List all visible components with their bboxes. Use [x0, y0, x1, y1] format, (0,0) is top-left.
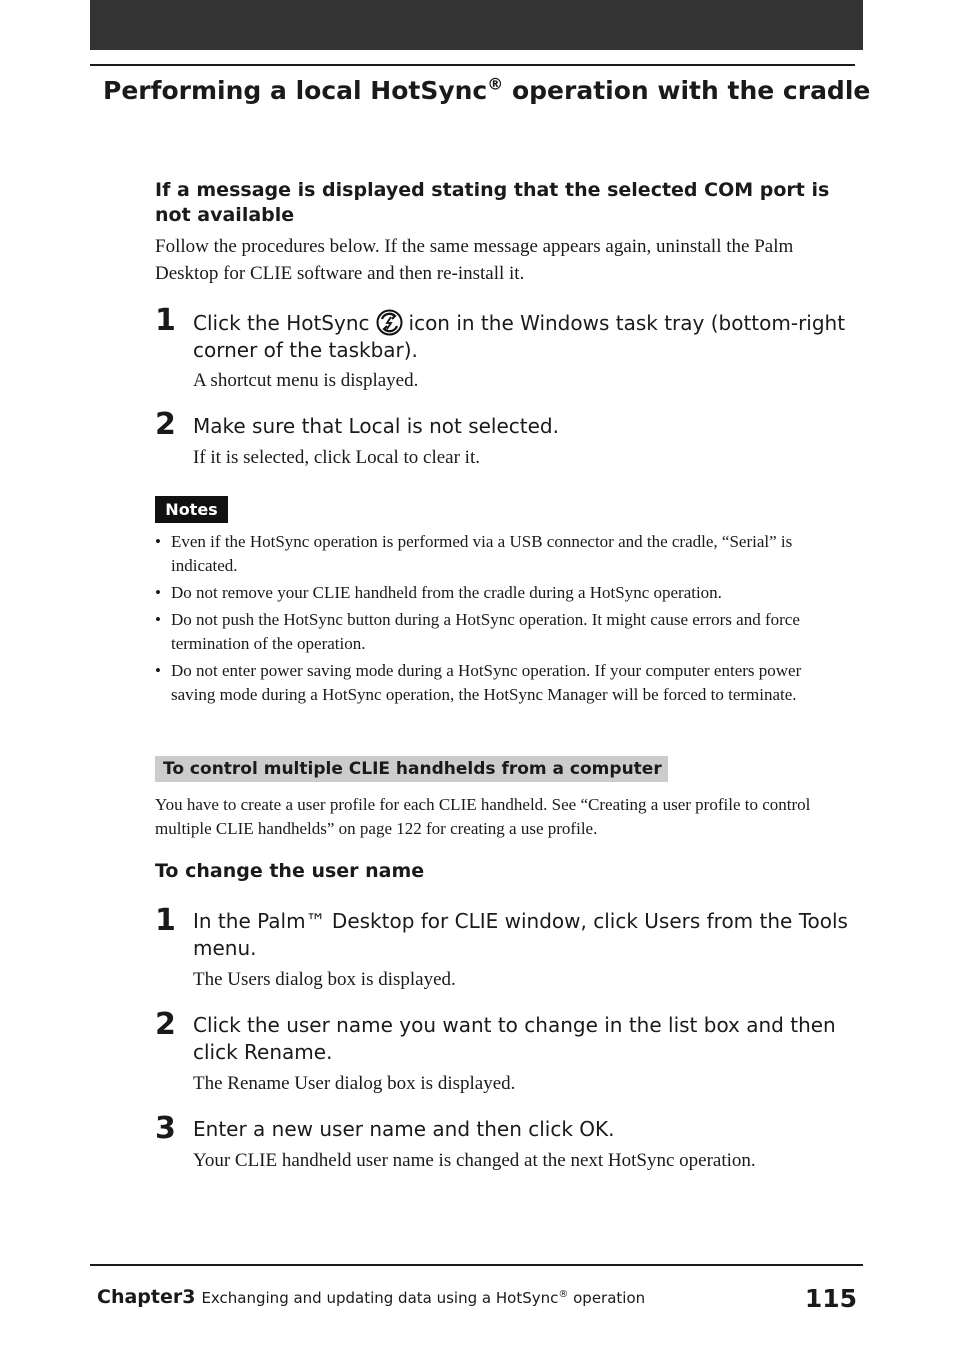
note-item: • Do not enter power saving mode during a HotSync operation. If your computer enters power saving mode during a HotSync operation, the HotSync Manager will be forced to terminate.	[155, 659, 845, 707]
header-bar	[90, 0, 863, 50]
note-item: • Do not remove your CLIE handheld from the cradle during a HotSync operation.	[155, 581, 845, 605]
multiple-text: You have to create a user profile for each CLIE handheld. See “Creating a user profile to control multiple CLIE handhelds” on page 122 for creating a use profile.	[155, 795, 811, 838]
step-number: 3	[155, 1111, 176, 1146]
section-banner: To control multiple CLIE handhelds from a computer	[155, 756, 668, 782]
note-item: • Even if the HotSync operation is performed via a USB connector and the cradle, “Serial” is indicated.	[155, 530, 845, 578]
footer-chapter: Chapter3	[97, 1286, 196, 1308]
step-result: Your CLIE handheld user name is changed at the next HotSync operation.	[193, 1150, 756, 1171]
page-title: Performing a local HotSync® operation with the cradle	[103, 74, 871, 105]
step-result: A shortcut menu is displayed.	[193, 370, 419, 391]
step-number: 1	[155, 903, 176, 938]
step-number: 2	[155, 1007, 176, 1042]
footer-text: Chapter3 Exchanging and updating data using a HotSync® operation	[97, 1286, 646, 1308]
step-result: The Rename User dialog box is displayed.	[193, 1073, 516, 1094]
step-number: 2	[155, 407, 176, 442]
step-instruction: Click the HotSync icon in the Windows task tray (bottom-right corner of the taskbar).	[193, 311, 846, 362]
step-instruction: Make sure that Local is not selected.	[193, 414, 559, 438]
page-number: 115	[804, 1284, 857, 1313]
step-instruction: Click the user name you want to change in the list box and then click Rename.	[193, 1013, 836, 1064]
notes-list	[155, 530, 845, 710]
change-user-heading: To change the user name	[155, 860, 425, 882]
com-port-heading: If a message is displayed stating that the selected COM port is not available	[155, 179, 830, 226]
com-port-intro: Follow the procedures below. If the same message appears again, uninstall the Palm Desktop for CLIE software and then re-install it.	[155, 236, 794, 284]
note-item: • Do not push the HotSync button during a HotSync operation. It might cause errors and force termination of the operation.	[155, 608, 845, 656]
step-result: The Users dialog box is displayed.	[193, 969, 456, 990]
step-number: 1	[155, 303, 176, 338]
footer-rule	[90, 1264, 863, 1266]
step-result: If it is selected, click Local to clear it.	[193, 447, 480, 468]
notes-label: Notes	[155, 496, 228, 523]
title-rule	[90, 64, 855, 66]
step-instruction: Enter a new user name and then click OK.	[193, 1117, 615, 1141]
hotsync-icon	[374, 309, 405, 336]
step-instruction: In the Palm™ Desktop for CLIE window, click Users from the Tools menu.	[193, 909, 848, 960]
